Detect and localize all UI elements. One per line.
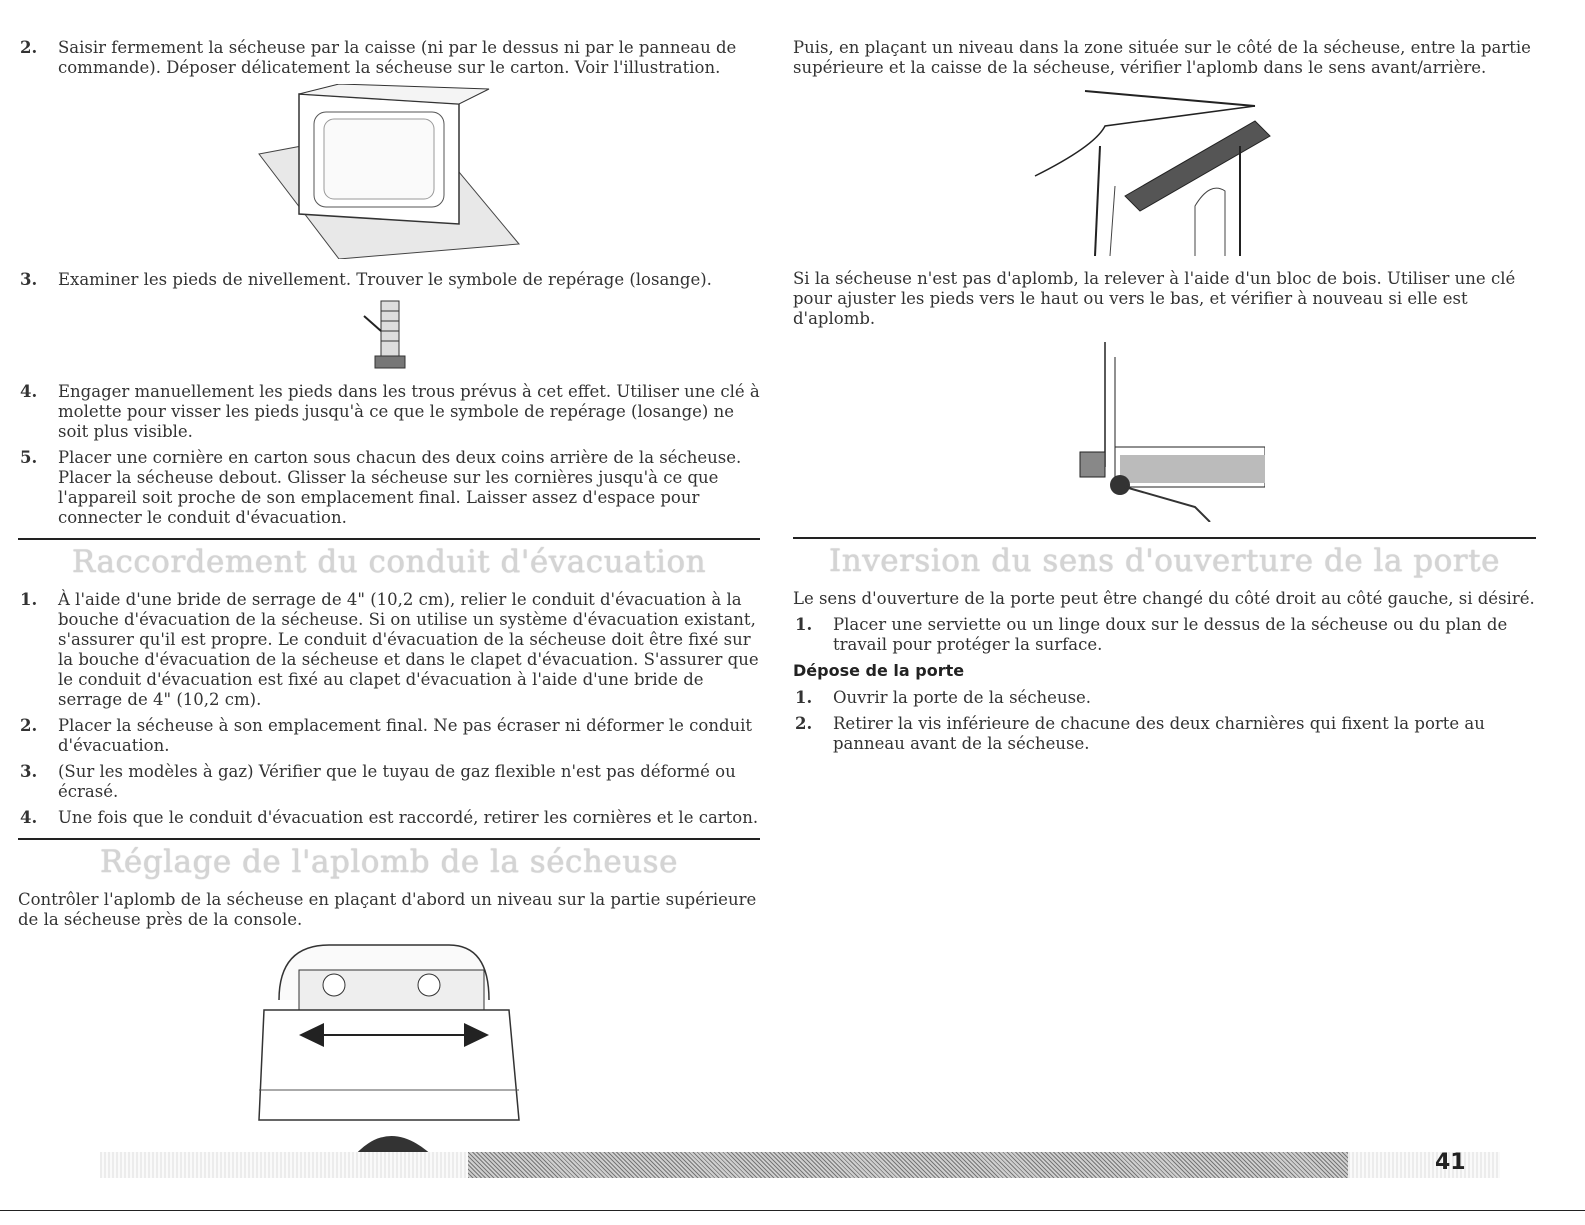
- step-number: 2.: [795, 714, 813, 733]
- leveling-foot-icon: [18, 296, 760, 376]
- step-text: Une fois que le conduit d'évacuation est raccordé, retirer les cornières et le carton.: [58, 808, 759, 827]
- step-text: Retirer la vis inférieure de chacune des deux charnières qui fixent la porte au panneau avant de la sécheuse.: [833, 714, 1485, 753]
- step-text: Ouvrir la porte de la sécheuse.: [833, 688, 1092, 707]
- list-item: [18, 762, 760, 802]
- step-text: Saisir fermement la sécheuse par la caisse (ni par le dessus ni par le panneau de commande). Déposer délicatement la sécheuse sur le carton. Voir l'illustration.: [58, 38, 737, 77]
- footer-band-dark: [468, 1152, 1348, 1178]
- paragraph: Si la sécheuse n'est pas d'aplomb, la relever à l'aide d'un bloc de bois. Utiliser une clé pour ajuster les pieds vers le haut ou vers le bas, et vérifier à nouveau si elle est d'aplomb.: [793, 269, 1516, 328]
- step-number: 4.: [20, 808, 38, 827]
- list-item: [793, 615, 1536, 655]
- section-title: Réglage de l'aplomb de la sécheuse: [100, 844, 678, 880]
- list-item: [18, 382, 760, 442]
- list-item: [18, 448, 760, 528]
- step-text: Placer une cornière en carton sous chacun des deux coins arrière de la sécheuse. Placer la sécheuse debout. Glisser la sécheuse sur les cornières jusqu'à ce que l'appareil soit proche de son emplacement final. Laisser assez d'espace pour connecter le conduit d'évacuation.: [58, 448, 742, 527]
- list-item: [793, 714, 1536, 754]
- step-text: Examiner les pieds de nivellement. Trouver le symbole de repérage (losange).: [58, 270, 712, 289]
- paragraph: Contrôler l'aplomb de la sécheuse en plaçant d'abord un niveau sur la partie supérieure de la sécheuse près de la console.: [18, 890, 757, 929]
- section-title: Inversion du sens d'ouverture de la porte: [829, 543, 1500, 579]
- step-text: Placer la sécheuse à son emplacement final. Ne pas écraser ni déformer le conduit d'évacuation.: [58, 716, 753, 755]
- step-number: 2.: [20, 716, 38, 735]
- section-divider: [18, 538, 760, 540]
- list-item: [793, 688, 1536, 708]
- section-title: Raccordement du conduit d'évacuation: [71, 544, 707, 580]
- page-number: 41: [1435, 1150, 1466, 1175]
- list-item: [18, 716, 760, 756]
- step-number: 3.: [20, 270, 38, 289]
- step-text: À l'aide d'une bride de serrage de 4" (10,2 cm), relier le conduit d'évacuation à la bouche d'évacuation de la sécheuse. Si on utilise un système d'évacuation existant, s'assurer qu'il est propre. Le conduit d'évacuation de la sécheuse doit être fixé sur la bouche d'évacuation de la sécheuse et dans le clapet d'évacuation. S'assurer que le conduit d'évacuation est fixé au clapet d'évacuation à l'aide d'une bride de serrage de 4" (10,2 cm).: [58, 590, 759, 709]
- step-number: 2.: [20, 38, 38, 57]
- step-number: 1.: [795, 615, 813, 634]
- paragraph: Puis, en plaçant un niveau dans la zone située sur le côté de la sécheuse, entre la partie supérieure et la caisse de la sécheuse, vérifier l'aplomb dans le sens avant/arrière.: [793, 38, 1531, 77]
- list-item: [18, 38, 760, 78]
- list-item: [18, 270, 760, 290]
- list-item: [18, 590, 760, 710]
- list-item: [18, 808, 760, 828]
- paragraph: Le sens d'ouverture de la porte peut être changé du côté droit au côté gauche, si désiré.: [793, 589, 1535, 608]
- step-number: 1.: [20, 590, 38, 609]
- step-text: Placer une serviette ou un linge doux sur le dessus de la sécheuse ou du plan de travail pour protéger la surface.: [833, 615, 1508, 654]
- dryer-console-level-illustration: [18, 940, 760, 1170]
- step-text: Engager manuellement les pieds dans les trous prévus à cet effet. Utiliser une clé à molette pour visser les pieds jusqu'à ce que le symbole de repérage (losange) ne soit plus visible.: [58, 382, 760, 441]
- section-divider: [793, 537, 1536, 539]
- bottom-rule: [0, 1210, 1585, 1211]
- dryer-on-carton-illustration: [18, 84, 760, 264]
- section-divider: [18, 838, 760, 840]
- side-level-illustration: [793, 86, 1536, 261]
- step-number: 3.: [20, 762, 38, 781]
- subheading: Dépose de la porte: [793, 661, 965, 680]
- left-column: [18, 38, 760, 1170]
- step-number: 4.: [20, 382, 38, 401]
- step-number: 1.: [795, 688, 813, 707]
- step-text: (Sur les modèles à gaz) Vérifier que le tuyau de gaz flexible n'est pas déformé ou écrasé.: [58, 762, 736, 801]
- wood-block-illustration: [793, 337, 1536, 527]
- step-number: 5.: [20, 448, 38, 467]
- right-column: [793, 38, 1536, 760]
